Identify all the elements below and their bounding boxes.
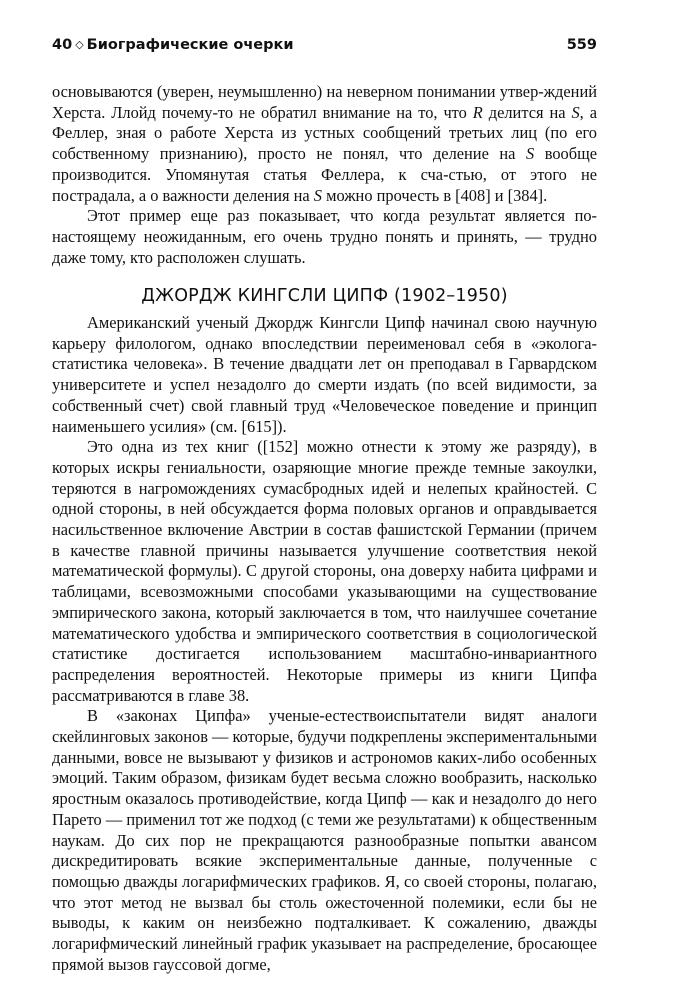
text-line: делится на [488, 102, 572, 122]
section-body [52, 313, 597, 976]
text-line: в [408] и [384]. [443, 185, 548, 205]
continued-paragraph [52, 82, 597, 206]
running-head [52, 34, 597, 56]
text-line: , а Феллер, зная о работе Херста из устных сообщений [52, 102, 597, 143]
text-line: вообще производится. Упомянутая статья Феллера, к сча- [52, 144, 597, 184]
text-line: третьих лиц (по его собственному признанию), просто не понял, что [52, 123, 597, 164]
running-head-left [52, 34, 294, 57]
text-line: стью, от этого не пострадала, а о важности деления на [52, 164, 597, 205]
math-variable: S [313, 185, 322, 205]
text-line: ждений Херста. Ллойд почему-то не обратил внимание на то, что [52, 82, 597, 122]
section-heading: ДЖОРДЖ КИНГСЛИ ЦИПФ (1902–1950) [141, 286, 508, 306]
math-variable: R [472, 102, 483, 122]
paragraph: Это одна из тех книг ([152] можно отнести к этому же разряду), в которых искры гениальности, озаряющие многие прежде темные закоулки, теряются в нагромождениях сумасбродных идей и нелепых крайностей. С одной стороны, в ней обсуждается форма половых органов и оправдывается насильственное включение Австрии в состав фашистской Германии (причем в качестве главной причины называется улучшение соответствия некой математической формулы). С другой стороны, она доверху набита цифрами и таблицами, всевозможными способами указывающими на существование эмпирического закона, который заключается в том, что наилучшее сочетание математического удобства и эмпирического соответствия в социологической статистике достигается использованием масштабно-инвариантного распределения вероятностей. Некоторые примеры из книги Ципфа рассматриваются в главе 38. [52, 437, 597, 705]
continued-text-block [52, 82, 597, 268]
text-line: можно прочесть [321, 185, 440, 205]
paragraph: Этот пример еще раз показывает, что когда результат является по-настоящему неожиданным, его очень трудно понять и принять, — трудно даже тому, кто расположен слушать. [52, 206, 597, 267]
text-line: основываются (уверен, неумышленно) на неверном понимании утвер- [52, 82, 544, 101]
page-chapter-number: 40 [52, 37, 73, 53]
page-number: 559 [566, 37, 597, 53]
text-line: деление на [432, 144, 526, 164]
math-variable: S [525, 144, 535, 164]
diamond-icon: ◇ [75, 38, 84, 51]
paragraph: Американский ученый Джордж Кингсли Ципф начинал свою научную карьеру филологом, однако впоследствии переименовал себя в «эколога-статистика человека». В течение двадцати лет он преподавал в Гарвардском университете и успел незадолго до смерти издать (по всей видимости, за собственный счет) свой главный труд «Человеческое поведение и принцип наименьшего усилия» (см. [615]). [52, 313, 597, 436]
running-head-title: Биографические очерки [86, 37, 294, 53]
paragraph: В «законах Ципфа» ученые-естествоиспытатели видят аналоги скейлинговых законов — которые, будучи подкреплены экспериментальными данными, вовсе не вызывают у физиков и астрономов каких-либо особенных эмоций. Таким образом, физикам будет весьма сложно вообразить, насколько яростным оказалось противодействие, когда Ципф — как и незадолго до него Парето — применил тот же подход (с теми же результатами) к общественным наукам. До сих пор не прекращаются разнообразные попытки авансом дискредитировать всякие экспериментальные данные, полученные с помощью дважды логарифмических графиков. Я, со своей стороны, полагаю, что этот метод не вызвал бы столь ожесточенной полемики, если бы не выводы, к каким он неизбежно подталкивает. К сожалению, дважды логарифмический линейный график указывает на распределение, бросающее прямой вызов гауссовой догме, [52, 706, 598, 974]
math-variable: S [571, 102, 580, 122]
